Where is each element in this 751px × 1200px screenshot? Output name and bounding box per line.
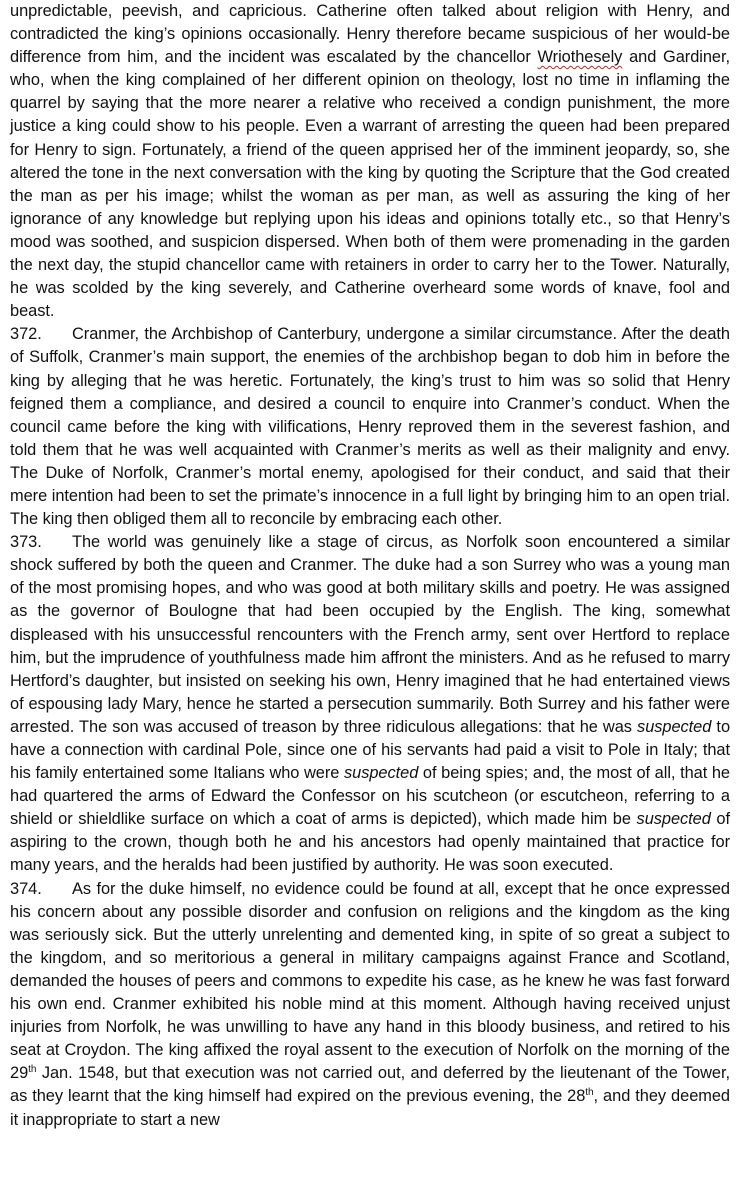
spellcheck-flagged-word: Wriothesely xyxy=(537,48,623,67)
document-page xyxy=(10,0,730,1132)
italic-text: suspected xyxy=(637,717,712,736)
paragraph-number: 374. xyxy=(10,879,42,898)
text-run: of being spies; and, the most of all, that he had quartered the arms of Edward the Confessor on his scutcheon (or escutcheon, referring to a shield or shieldlike surface on which a coat of arms is depicted), which made him be xyxy=(10,764,730,829)
text-run: As for the duke himself, no evidence could be found at all, except that he once expressed his concern about any possible disorder and confusion on religions and the kingdom as the king was seriously sick. But the utterly unrelenting and demented king, in spite of so great a subject to the kingdom, and so meritorious a general in military campaigns against France and Scotland, demanded the houses of peers and commons to expedite his case, as he knew he was fast forward his own end. Cranmer exhibited his noble mind at this moment. Although having received unjust injuries from Norfolk, he was unwilling to have any hand in this bloody business, and retired to his seat at Croydon. The king affixed the royal assent to the execution of Norfolk on the morning of the 29 xyxy=(10,879,730,1083)
text-run: unpredictable, peevish, and capricious. Catherine often talked about religion with Henry, and contradicted the king’s opinions occasionally. Henry therefore became suspicious of her would-be difference from him, and the incident was escalated by the chancellor xyxy=(10,2,730,67)
paragraph-number: 372. xyxy=(10,325,42,344)
paragraph-number: 373. xyxy=(10,533,42,552)
superscript-text: th xyxy=(28,1064,37,1076)
superscript-text: th xyxy=(585,1087,594,1099)
text-run: Cranmer, the Archbishop of Canterbury, undergone a similar circumstance. After the death of Suffolk, Cranmer’s main support, the enemies of the archbishop began to dob him in before the king by alleging that he was heretic. Fortunately, the king’s trust to him was so solid that Henry feigned them a compliance, and desired a council to enquire into Cranmer’s conduct. When the council came before the king with vilifications, Henry reproved them in the severest fashion, and told them that he was well acquainted with Cranmer’s merits as well as their malignity and envy. The Duke of Norfolk, Cranmer’s mortal enemy, apologised for their conduct, and said that their mere intention had been to set the primate’s innocence in a full light by bringing him to an open trial. The king then obliged them all to reconcile by embracing each other. xyxy=(10,325,730,529)
text-run: The world was genuinely like a stage of circus, as Norfolk soon encountered a similar shock suffered by both the queen and Cranmer. The duke had a son Surrey who was a young man of the most promising hopes, and who was good at both military skills and poetry. He was assigned as the governor of Boulogne that had been occupied by the English. The king, somewhat displeased with his unsuccessful rencounters with the French army, sent over Hertford to replace him, but the imprudence of youthfulness made him affront the ministers. And as he refused to marry Hertford’s daughter, but insisted on seeking his own, Henry imagined that he had entertained views of espousing lady Mary, hence he started a persecution summarily. Both Surrey and his father were arrested. The son was accused of treason by three ridiculous allegations: that he was xyxy=(10,533,730,736)
text-run: of aspiring to the crown, though both he and his ancestors had openly maintained that practice for many years, and the heralds had been justified by authority. He was soon executed. xyxy=(10,810,731,875)
italic-text: suspected xyxy=(344,764,419,783)
paragraph-372 xyxy=(10,323,730,531)
italic-text: suspected xyxy=(636,810,711,829)
paragraph-374 xyxy=(10,878,730,1132)
text-run: Jan. 1548, but that execution was not carried out, and deferred by the lieutenant of the Tower, as they learnt that the king himself had expired on the previous evening, the 28 xyxy=(10,1064,730,1106)
paragraph-continued xyxy=(10,0,730,323)
text-run: and Gardiner, who, when the king complained of her different opinion on theology, lost no time in inflaming the quarrel by saying that the more nearer a relative who received a condign punishment, the more justice a king could show to his people. Even a warrant of arresting the queen had been prepared for Henry to sign. Fortunately, a friend of the queen apprised her of the imminent jeopardy, so, she altered the tone in the next conversation with the king by quoting the Scripture that the God created the man as per his image; whilst the woman as per man, as well as assuring the king of her ignorance of any knowledge but replying upon his ideas and opinions totally etc., so that Henry’s mood was soothed, and suspicion dispersed. When both of them were promenading in the garden the next day, the stupid chancellor came with retainers in order to carry her to the Tower. Naturally, he was scolded by the king severely, and Catherine overheard some words of knave, fool and beast. xyxy=(10,48,730,321)
text-run: , and they deemed it inappropriate to start a new xyxy=(10,1087,730,1129)
paragraph-373 xyxy=(10,531,730,877)
text-run: to have a connection with cardinal Pole, since one of his servants had paid a visit to Pole in Italy; that his family entertained some Italians who were xyxy=(10,717,731,783)
